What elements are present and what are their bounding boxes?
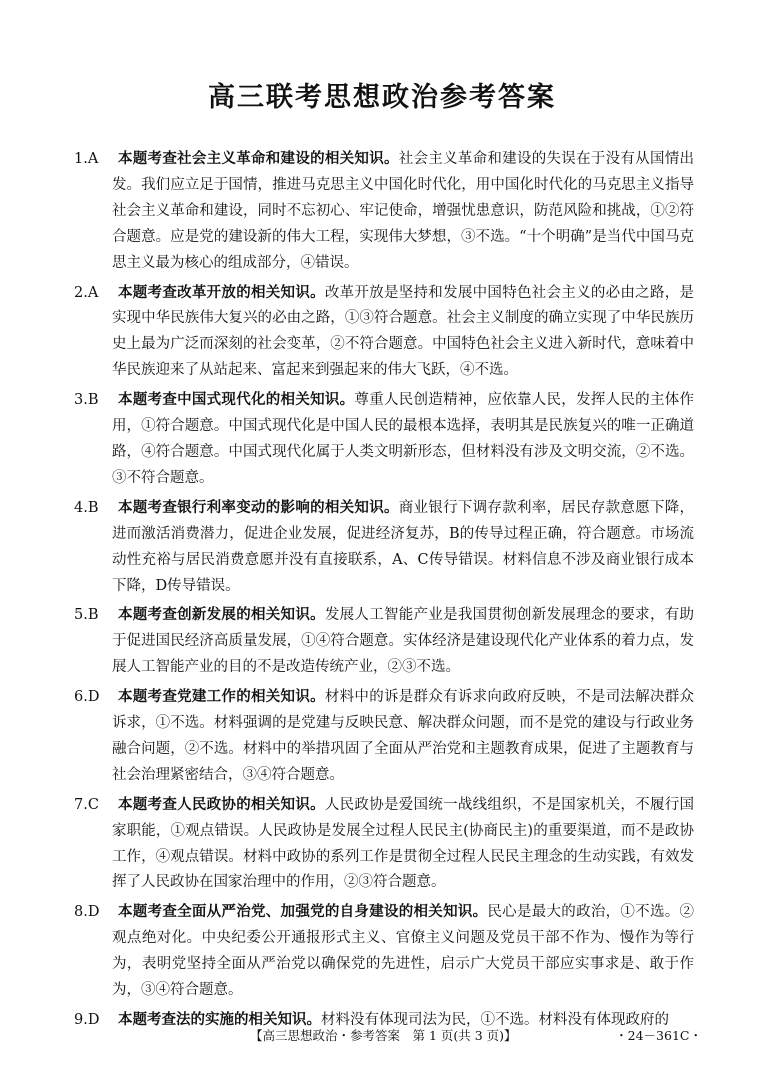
answer-body xyxy=(112,793,694,897)
answer-topic: 本题考查法的实施的相关知识。 xyxy=(118,1012,321,1028)
answer-item-6 xyxy=(74,685,694,789)
answer-text: 商业银行下调存款利率，居民存款意愿下降，进而激活消费潜力，促进企业发展，促进经济复苏，B的传导过程正确，符合题意。市场流动性充裕与居民消费意愿并没有直接联系，A、C传导错误。材料信息不涉及商业银行成本下降，D传导错误。 xyxy=(112,499,694,594)
answer-topic: 本题考查创新发展的相关知识。 xyxy=(118,607,325,624)
answer-text: 尊重人民创造精神，应依靠人民，发挥人民的主体作用，①符合题意。中国式现代化是中国人民的最根本选择，表明其是民族复兴的唯一正确道路，④符合题意。中国式现代化属于人类文明新形态，但材料没有涉及文明交流，②不选。③不符合题意。 xyxy=(112,392,694,486)
footer-doc-code: ・24－361C・ xyxy=(615,1028,702,1043)
answer-text: 改革开放是坚持和发展中国特色社会主义的必由之路，是实现中华民族伟大复兴的必由之路，①③符合题意。社会主义制度的确立实现了中华民族历史上最为广泛而深刻的社会变革，②不符合题意。中国特色社会主义进入新时代，意味着中华民族迎来了从站起来、富起来到强起来的伟大飞跃，④不选。 xyxy=(112,284,695,379)
page-title: 高三联考思想政治参考答案 xyxy=(208,82,556,113)
answer-number: 6.D xyxy=(74,689,100,706)
answer-item-7 xyxy=(74,793,694,897)
answer-item-3 xyxy=(74,388,694,492)
answer-text: 发展人工智能产业是我国贯彻创新发展理念的要求，有助于促进国民经济高质量发展，①④符合题意。实体经济是建设现代化产业体系的着力点，发展人工智能产业的目的不是改造传统产业，②③不选。 xyxy=(112,607,695,676)
answer-item-5 xyxy=(74,603,694,681)
answer-item-2 xyxy=(74,281,694,385)
answer-text: 人民政协是爱国统一战线组织，不是国家机关，不履行国家职能，①观点错误。人民政协是发展全过程人民民主(协商民主)的重要渠道，而不是政协工作，④观点错误。材料中政协的系列工作是贯彻全过程人民民主理念的生动实践，有效发挥了人民政协在国家治理中的作用，②③符合题意。 xyxy=(112,796,695,891)
answer-topic: 本题考查全面从严治党、加强党的自身建设的相关知识。 xyxy=(118,904,488,921)
answer-item-1 xyxy=(74,147,694,277)
answer-item-8 xyxy=(74,900,694,1004)
answer-number: 8.D xyxy=(74,904,100,921)
answer-topic: 本题考查党建工作的相关知识。 xyxy=(118,689,325,706)
answer-number: 1.A xyxy=(74,151,99,167)
answer-topic: 本题考查社会主义革命和建设的相关知识。 xyxy=(118,151,399,167)
answer-text: 社会主义革命和建设的失误在于没有从国情出发。我们应立足于国情，推进马克思主义中国化时代化，用中国化时代化的马克思主义指导社会主义革命和建设，同时不忘初心、牢记使命，增强忧患意识，防范风险和挑战，①②符合题意。应是党的建设新的伟大工程，实现伟大梦想，③不选。“十个明确”是当代中国马克思主义最为核心的组成部分，④错误。 xyxy=(112,151,694,271)
answer-body xyxy=(112,147,694,277)
answer-body xyxy=(112,900,694,1004)
answer-body xyxy=(112,388,694,492)
answer-topic: 本题考查中国式现代化的相关知识。 xyxy=(118,392,355,409)
answer-number: 5.B xyxy=(74,607,99,624)
answer-body xyxy=(112,603,694,681)
answer-item-4 xyxy=(74,496,694,600)
answer-number: 9.D xyxy=(74,1012,100,1028)
footer-page-info: 【高三思想政治・参考答案 第 1 页(共 3 页)】 xyxy=(250,1028,517,1043)
answer-list xyxy=(74,147,694,1038)
answer-text: 民心是最大的政治，①不选。②观点绝对化。中央纪委公开通报形式主义、官僚主义问题及党员干部不作为、慢作为等行为，表明党坚持全面从严治党以确保党的先进性，启示广大党员干部应实事求是、敢于作为，③④符合题意。 xyxy=(112,904,694,999)
answer-text: 材料没有体现司法为民，①不选。材料没有体现政府的 xyxy=(321,1012,669,1028)
answer-text: 材料中的诉是群众有诉求向政府反映，不是司法解决群众诉求，①不选。材料强调的是党建与反映民意、解决群众问题，而不是党的建设与行政业务融合问题，②不选。材料中的举措巩固了全面从严治党和主题教育成果，促进了主题教育与社会治理紧密结合，③④符合题意。 xyxy=(112,689,695,783)
answer-body xyxy=(112,281,694,385)
answer-topic: 本题考查人民政协的相关知识。 xyxy=(118,796,325,813)
answer-number: 4.B xyxy=(74,499,99,516)
answer-number: 2.A xyxy=(74,284,99,301)
answer-topic: 本题考查银行利率变动的影响的相关知识。 xyxy=(118,499,399,516)
answer-number: 7.C xyxy=(74,796,99,813)
answer-body xyxy=(112,496,694,600)
answer-number: 3.B xyxy=(74,392,99,409)
answer-body xyxy=(112,685,694,789)
answer-topic: 本题考查改革开放的相关知识。 xyxy=(118,284,325,301)
